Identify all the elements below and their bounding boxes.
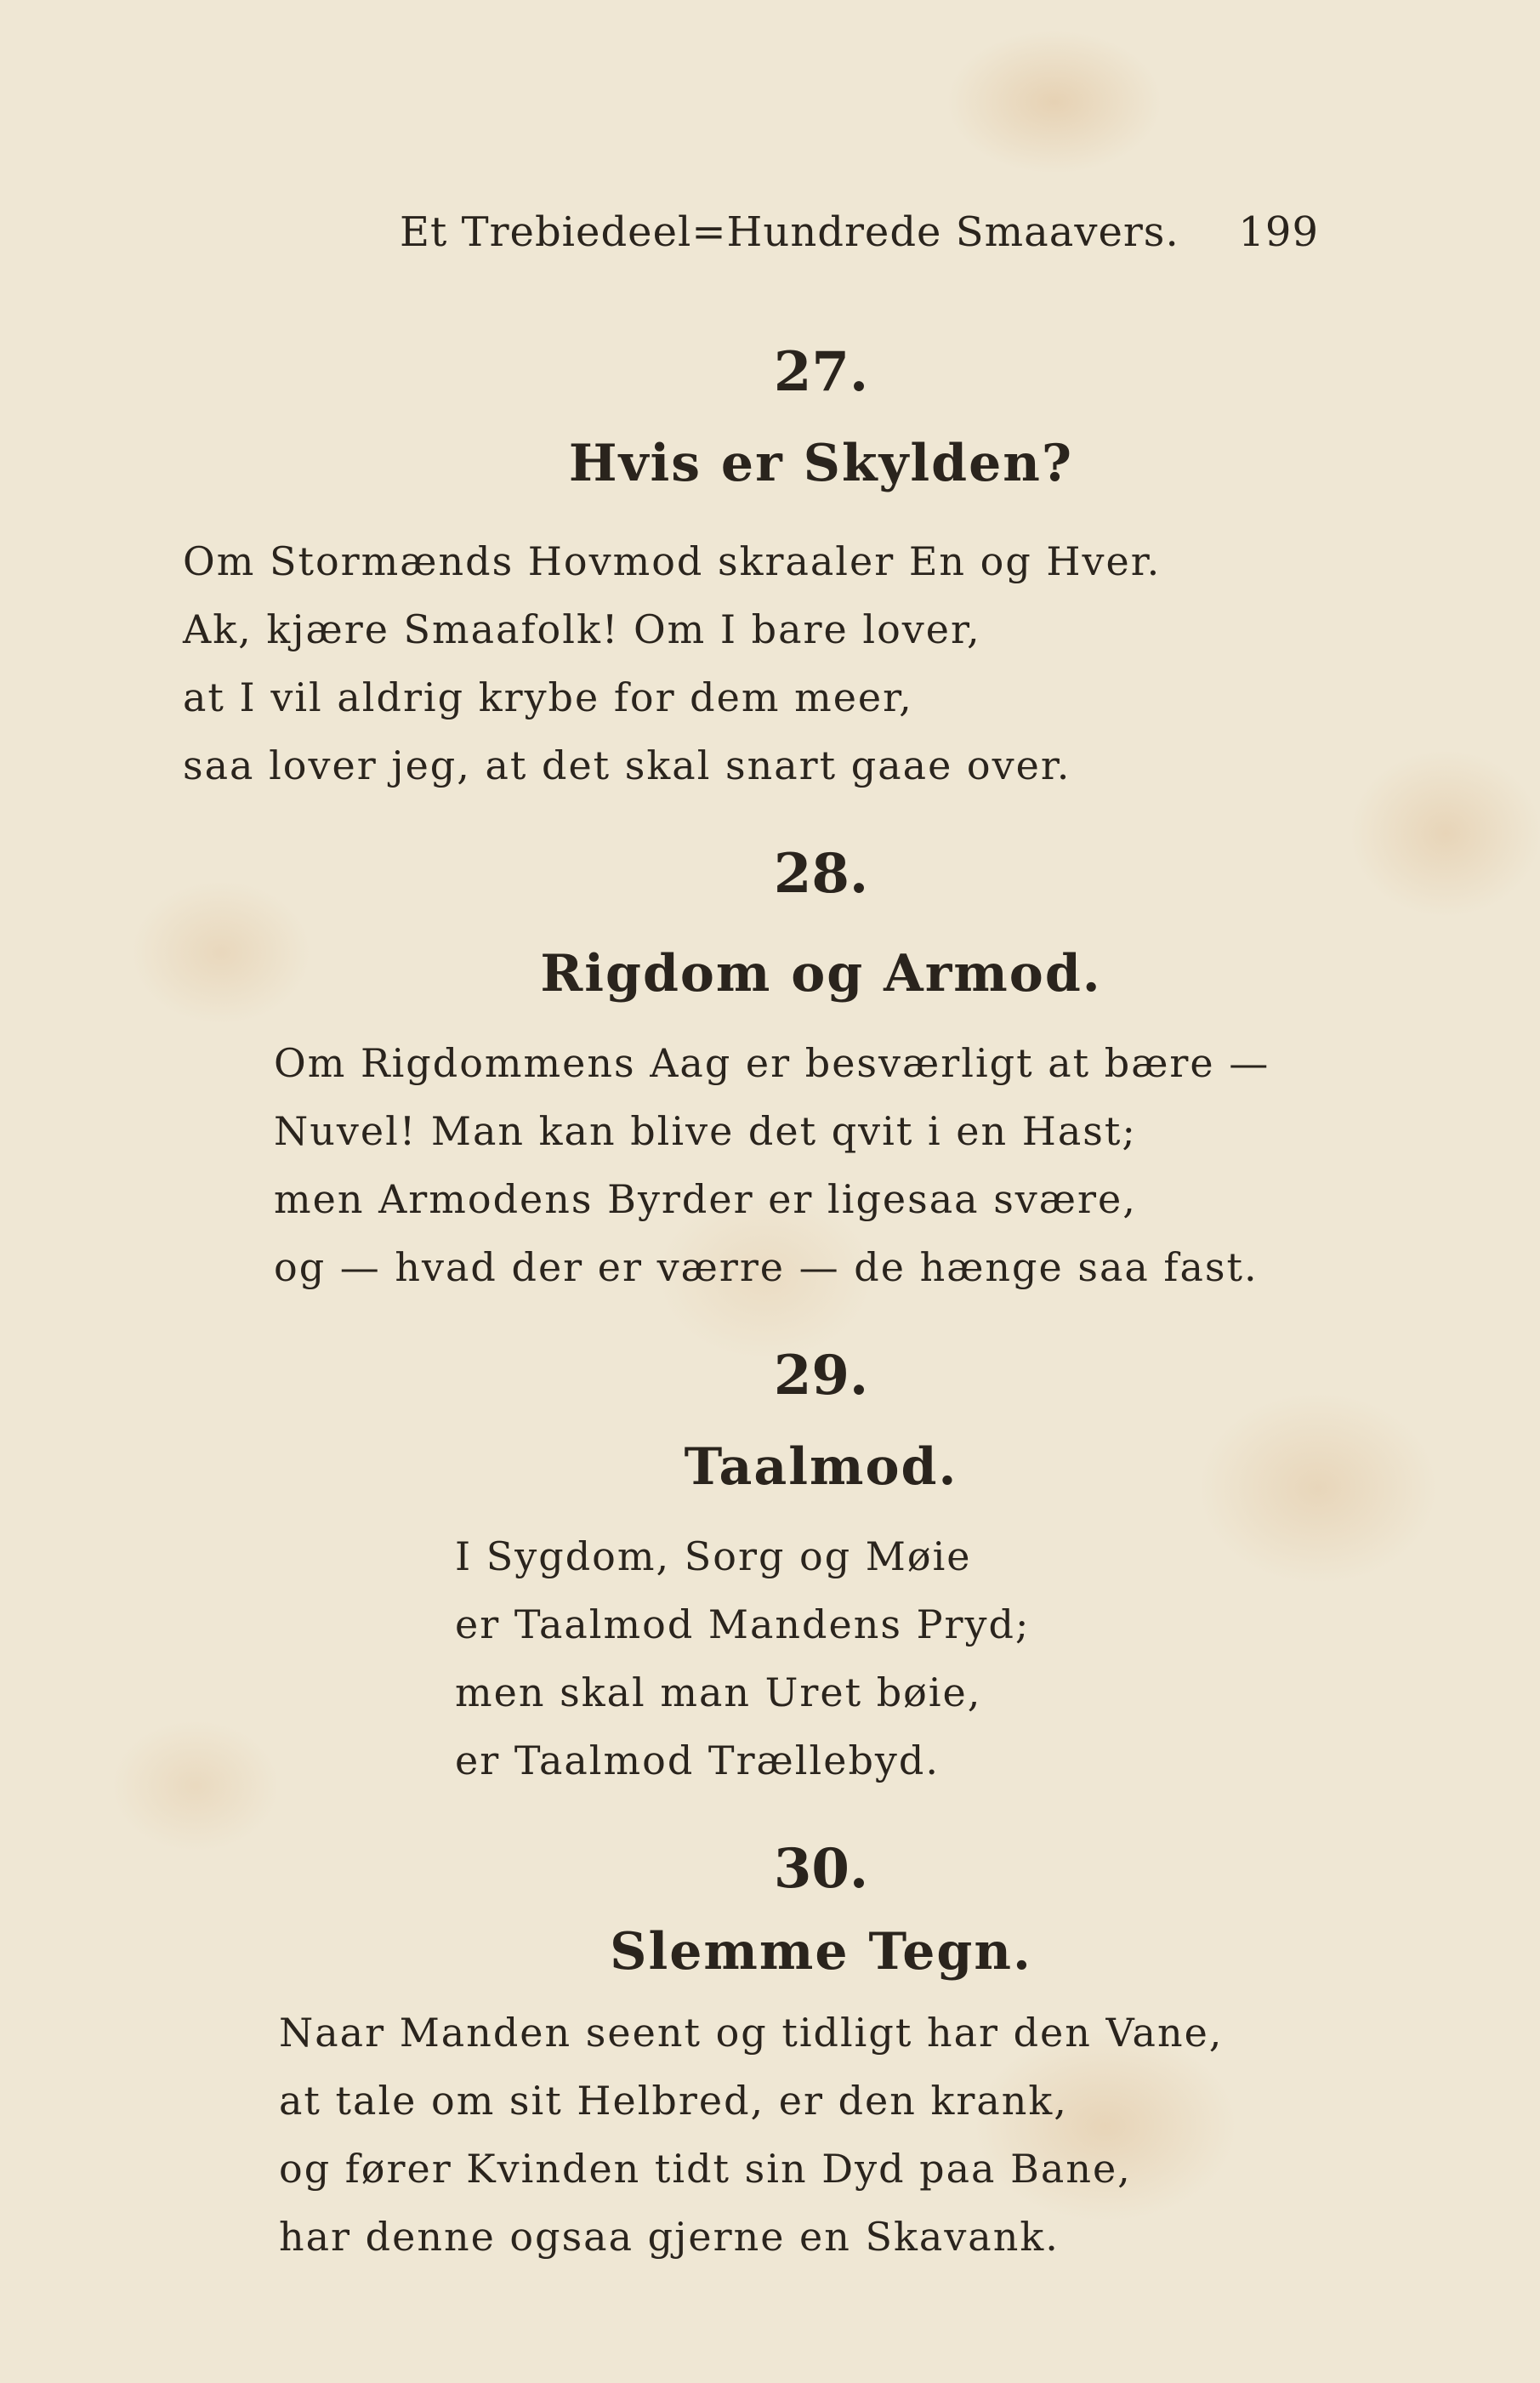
verse-line: Nuvel! Man kan blive det qvit i en Hast; <box>274 1108 1137 1154</box>
page-number: 199 <box>1238 208 1319 256</box>
verse-line: men skal man Uret bøie, <box>455 1669 982 1715</box>
verse-line: Naar Manden seent og tidligt har den Vane, <box>279 2010 1224 2056</box>
verse-line: Om Stormænds Hovmod skraaler En og Hver. <box>183 538 1162 584</box>
poem-verse <box>274 1029 1270 1301</box>
verse-line: er Taalmod Mandens Pryd; <box>455 1601 1031 1647</box>
verse-line: har denne ogsaa gjerne en Skavank. <box>279 2214 1060 2260</box>
poem-title: Taalmod. <box>684 1437 958 1497</box>
verse-line: men Armodens Byrder er ligesaa svære, <box>274 1176 1137 1222</box>
verse-line: I Sygdom, Sorg og Møie <box>455 1533 972 1579</box>
poem-number: 29. <box>773 1344 869 1408</box>
poem-verse <box>183 527 1161 799</box>
running-title: Et Trebiedeel=Hundrede Smaavers. <box>400 208 1179 256</box>
verse-line: at I vil aldrig krybe for dem meer, <box>183 674 913 720</box>
verse-line: at tale om sit Helbred, er den krank, <box>279 2078 1068 2124</box>
poem-title: Rigdom og Armod. <box>540 944 1102 1004</box>
verse-line: Om Rigdommens Aag er besværligt at bære — <box>274 1040 1270 1086</box>
poem-number: 30. <box>773 1837 869 1901</box>
verse-line: saa lover jeg, at det skal snart gaae over. <box>183 742 1071 788</box>
poem-title: Hvis er Skylden? <box>568 434 1074 493</box>
verse-line: og — hvad der er værre — de hænge saa fast. <box>274 1244 1259 1290</box>
verse-line: og fører Kvinden tidt sin Dyd paa Bane, <box>279 2146 1132 2192</box>
poem-verse <box>279 1999 1223 2271</box>
poem-number: 27. <box>773 340 869 404</box>
verse-line: er Taalmod Trællebyd. <box>455 1737 940 1783</box>
verse-line: Ak, kjære Smaafolk! Om I bare lover, <box>183 606 981 652</box>
poem-title: Slemme Tegn. <box>610 1922 1032 1982</box>
poem-verse <box>455 1522 1030 1794</box>
poem-number: 28. <box>773 842 869 906</box>
